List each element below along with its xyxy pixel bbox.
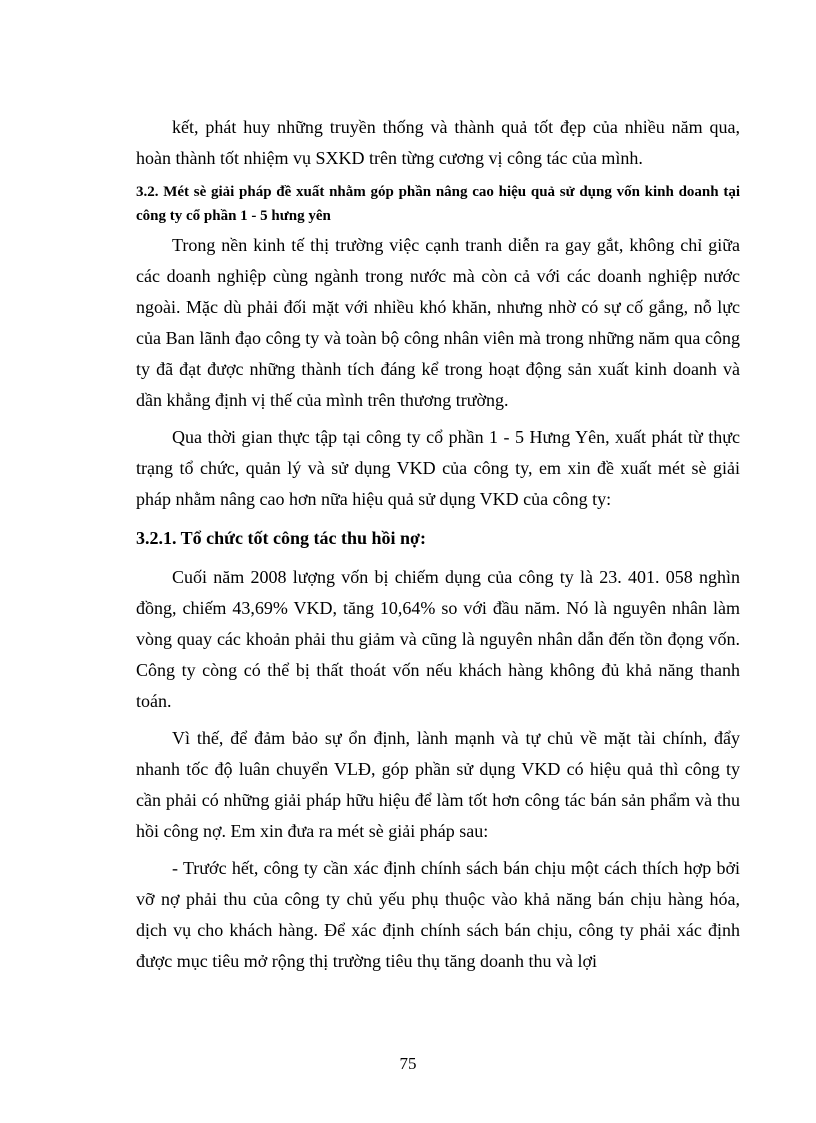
paragraph-continuation: kết, phát huy những truyền thống và thành quả tốt đẹp của nhiều năm qua, hoàn thành tốt nhiệm vụ SXKD trên từng cương vị công tác của mình. [136,117,740,168]
page-number: 75 [399,1054,417,1073]
paragraph-internship-proposal: Qua thời gian thực tập tại công ty cổ phần 1 - 5 Hưng Yên, xuất phát từ thực trạng tổ chức, quản lý và sử dụng VKD của công ty, em xin đề xuất mét sè giải pháp nhằm nâng cao hơn nữa hiệu quả sử dụng VKD của công ty: [136,427,740,509]
section-heading-3-2: 3.2. Mét sè giải pháp đề xuất nhằm góp phần nâng cao hiệu quả sử dụng vốn kinh doanh tại công ty cổ phần 1 - 5 hưng yên [136,184,740,224]
page-body [136,112,740,977]
section-heading-3-2-1: 3.2.1. Tổ chức tốt công tác thu hồi nợ: [136,528,426,548]
paragraph-credit-policy: - Trước hết, công ty cần xác định chính sách bán chịu một cách thích hợp bởi vỡ nợ phải thu của công ty chủ yếu phụ thuộc vào khả năng bán chịu hàng hóa, dịch vụ cho khách hàng. Để xác định chính sách bán chịu, công ty phải xác định được mục tiêu mở rộng thị trường tiêu thụ tăng doanh thu và lợi [136,858,740,971]
paragraph-market-competition: Trong nền kinh tế thị trường việc cạnh tranh diễn ra gay gắt, không chỉ giữa các doanh nghiệp cùng ngành trong nước mà còn cả với các doanh nghiệp nước ngoài. Mặc dù phải đối mặt với nhiều khó khăn, nhưng nhờ có sự cố gắng, nỗ lực của Ban lãnh đạo công ty và toàn bộ công nhân viên mà trong những năm qua công ty đã đạt được những thành tích đáng kể trong hoạt động sản xuất kinh doanh và dần khẳng định vị thế của mình trên thương trường. [136,235,740,410]
paragraph-capital-occupied: Cuối năm 2008 lượng vốn bị chiếm dụng của công ty là 23. 401. 058 nghìn đồng, chiếm 43,69% VKD, tăng 10,64% so với đầu năm. Nó là nguyên nhân làm vòng quay các khoản phải thu giảm và cũng là nguyên nhân dẫn đến tồn đọng vốn. Công ty còng có thể bị thất thoát vốn nếu khách hàng không đủ khả năng thanh toán. [136,567,740,711]
paragraph-financial-stability: Vì thế, để đảm bảo sự ổn định, lành mạnh và tự chủ về mặt tài chính, đẩy nhanh tốc độ luân chuyển VLĐ, góp phần sử dụng VKD có hiệu quả thì công ty cần phải có những giải pháp hữu hiệu để làm tốt hơn công tác bán sản phẩm và thu hồi công nợ. Em xin đưa ra mét sè giải pháp sau: [136,728,740,841]
